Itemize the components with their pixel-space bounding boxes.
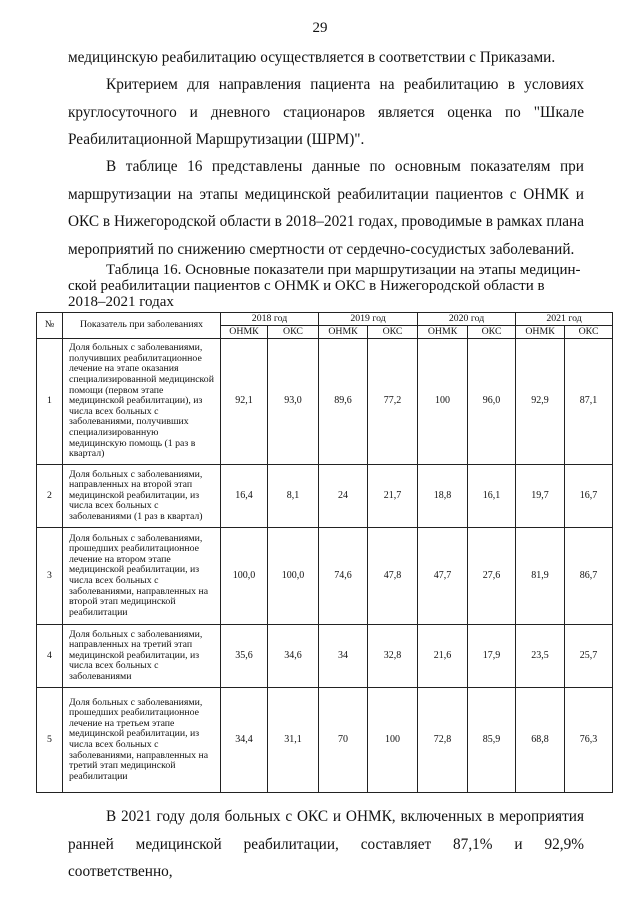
table-caption-line: ской реабилитации пациентов с ОНМК и ОКС в Нижегородской области в — [68, 278, 545, 294]
cell-value: 81,9 — [516, 528, 565, 625]
row-indicator: Доля больных с заболеваниями, прошедших реабилитационное лечение на втором этапе медицинской реабилитации, из числа всех больных с заболеваниями, направленных на второй этап медицинской реабилитации — [63, 528, 221, 625]
cell-value: 87,1 — [565, 339, 613, 465]
table-caption-line: 2018–2021 годах — [68, 294, 174, 310]
table-caption — [68, 262, 584, 310]
table-row — [37, 688, 613, 793]
header-year: 2018 год — [221, 313, 319, 326]
row-number: 4 — [37, 625, 63, 688]
cell-value: 17,9 — [468, 625, 516, 688]
cell-value: 100 — [368, 688, 418, 793]
cell-value: 34,6 — [268, 625, 319, 688]
row-indicator: Доля больных с заболеваниями, направленных на второй этап медицинской реабилитации, из числа всех больных с заболеваниями (1 раз в квартал) — [63, 465, 221, 528]
cell-value: 93,0 — [268, 339, 319, 465]
header-onmk: ОНМК — [516, 326, 565, 339]
indicators-table — [36, 312, 613, 793]
table-caption-line: Таблица 16. Основные показатели при маршрутизации на этапы медицин- — [106, 262, 581, 278]
cell-value: 68,8 — [516, 688, 565, 793]
cell-value: 24 — [319, 465, 368, 528]
cell-value: 31,1 — [268, 688, 319, 793]
row-indicator: Доля больных с заболеваниями, получивших реабилитационное лечение на этапе оказания специализированной медицинской помощи (первом этапе медицинской реабилитации), из числа всех больных с заболеваниями, получивших специализированную медицинскую помощь (1 раз в квартал) — [63, 339, 221, 465]
cell-value: 100,0 — [268, 528, 319, 625]
cell-value: 35,6 — [221, 625, 268, 688]
cell-value: 16,7 — [565, 465, 613, 528]
cell-value: 47,8 — [368, 528, 418, 625]
cell-value: 100,0 — [221, 528, 268, 625]
header-year: 2020 год — [418, 313, 516, 326]
cell-value: 23,5 — [516, 625, 565, 688]
header-year: 2019 год — [319, 313, 418, 326]
cell-value: 32,8 — [368, 625, 418, 688]
row-number: 5 — [37, 688, 63, 793]
row-number: 1 — [37, 339, 63, 465]
paragraph-intro: медицинскую реабилитацию осуществляется в соответствии с Приказами. — [68, 49, 556, 66]
row-indicator: Доля больных с заболеваниями, прошедших реабилитационное лечение на третьем этапе медицинской реабилитации, из числа всех больных с заболеваниями, направленных на третий этап медицинской реабилитации — [63, 688, 221, 793]
header-oks: ОКС — [368, 326, 418, 339]
cell-value: 85,9 — [468, 688, 516, 793]
header-indicator: Показатель при заболеваниях — [63, 313, 221, 339]
cell-value: 16,1 — [468, 465, 516, 528]
cell-value: 18,8 — [418, 465, 468, 528]
table-row — [37, 465, 613, 528]
cell-value: 96,0 — [468, 339, 516, 465]
header-oks: ОКС — [268, 326, 319, 339]
header-onmk: ОНМК — [418, 326, 468, 339]
cell-value: 89,6 — [319, 339, 368, 465]
cell-value: 92,9 — [516, 339, 565, 465]
cell-value: 74,6 — [319, 528, 368, 625]
cell-value: 72,8 — [418, 688, 468, 793]
table-row — [37, 339, 613, 465]
cell-value: 19,7 — [516, 465, 565, 528]
cell-value: 77,2 — [368, 339, 418, 465]
cell-value: 92,1 — [221, 339, 268, 465]
cell-value: 21,6 — [418, 625, 468, 688]
cell-value: 34 — [319, 625, 368, 688]
cell-value: 8,1 — [268, 465, 319, 528]
table-row — [37, 528, 613, 625]
cell-value: 25,7 — [565, 625, 613, 688]
paragraph-closing: В 2021 году доля больных с ОКС и ОНМК, включенных в мероприятия ранней медицинской реабилитации, составляет 87,1% и 92,9% соответственно, — [68, 808, 584, 880]
cell-value: 70 — [319, 688, 368, 793]
page-number: 29 — [312, 20, 328, 36]
row-number: 2 — [37, 465, 63, 528]
cell-value: 47,7 — [418, 528, 468, 625]
header-onmk: ОНМК — [221, 326, 268, 339]
header-oks: ОКС — [468, 326, 516, 339]
cell-value: 27,6 — [468, 528, 516, 625]
header-number: № — [37, 313, 63, 339]
cell-value: 16,4 — [221, 465, 268, 528]
paragraph-criteria: Критерием для направления пациента на реабилитацию в условиях круглосуточного и дневного стационаров является оценка по "Шкале Реабилитационной Маршрутизации (ШРМ)". — [68, 76, 584, 148]
cell-value: 34,4 — [221, 688, 268, 793]
cell-value: 21,7 — [368, 465, 418, 528]
row-indicator: Доля больных с заболеваниями, направленных на третий этап медицинской реабилитации, из числа всех больных с заболеваниями — [63, 625, 221, 688]
cell-value: 86,7 — [565, 528, 613, 625]
table-row — [37, 625, 613, 688]
paragraph-table-intro: В таблице 16 представлены данные по основным показателям при маршрутизации на этапы медицинской реабилитации пациентов с ОНМК и ОКС в Нижегородской области в 2018–2021 годах, проводимые в рамках плана мероприятий по снижению смертности от сердечно-сосудистых заболеваний. — [68, 158, 584, 258]
cell-value: 76,3 — [565, 688, 613, 793]
header-oks: ОКС — [565, 326, 613, 339]
header-year: 2021 год — [516, 313, 613, 326]
cell-value: 100 — [418, 339, 468, 465]
row-number: 3 — [37, 528, 63, 625]
header-onmk: ОНМК — [319, 326, 368, 339]
